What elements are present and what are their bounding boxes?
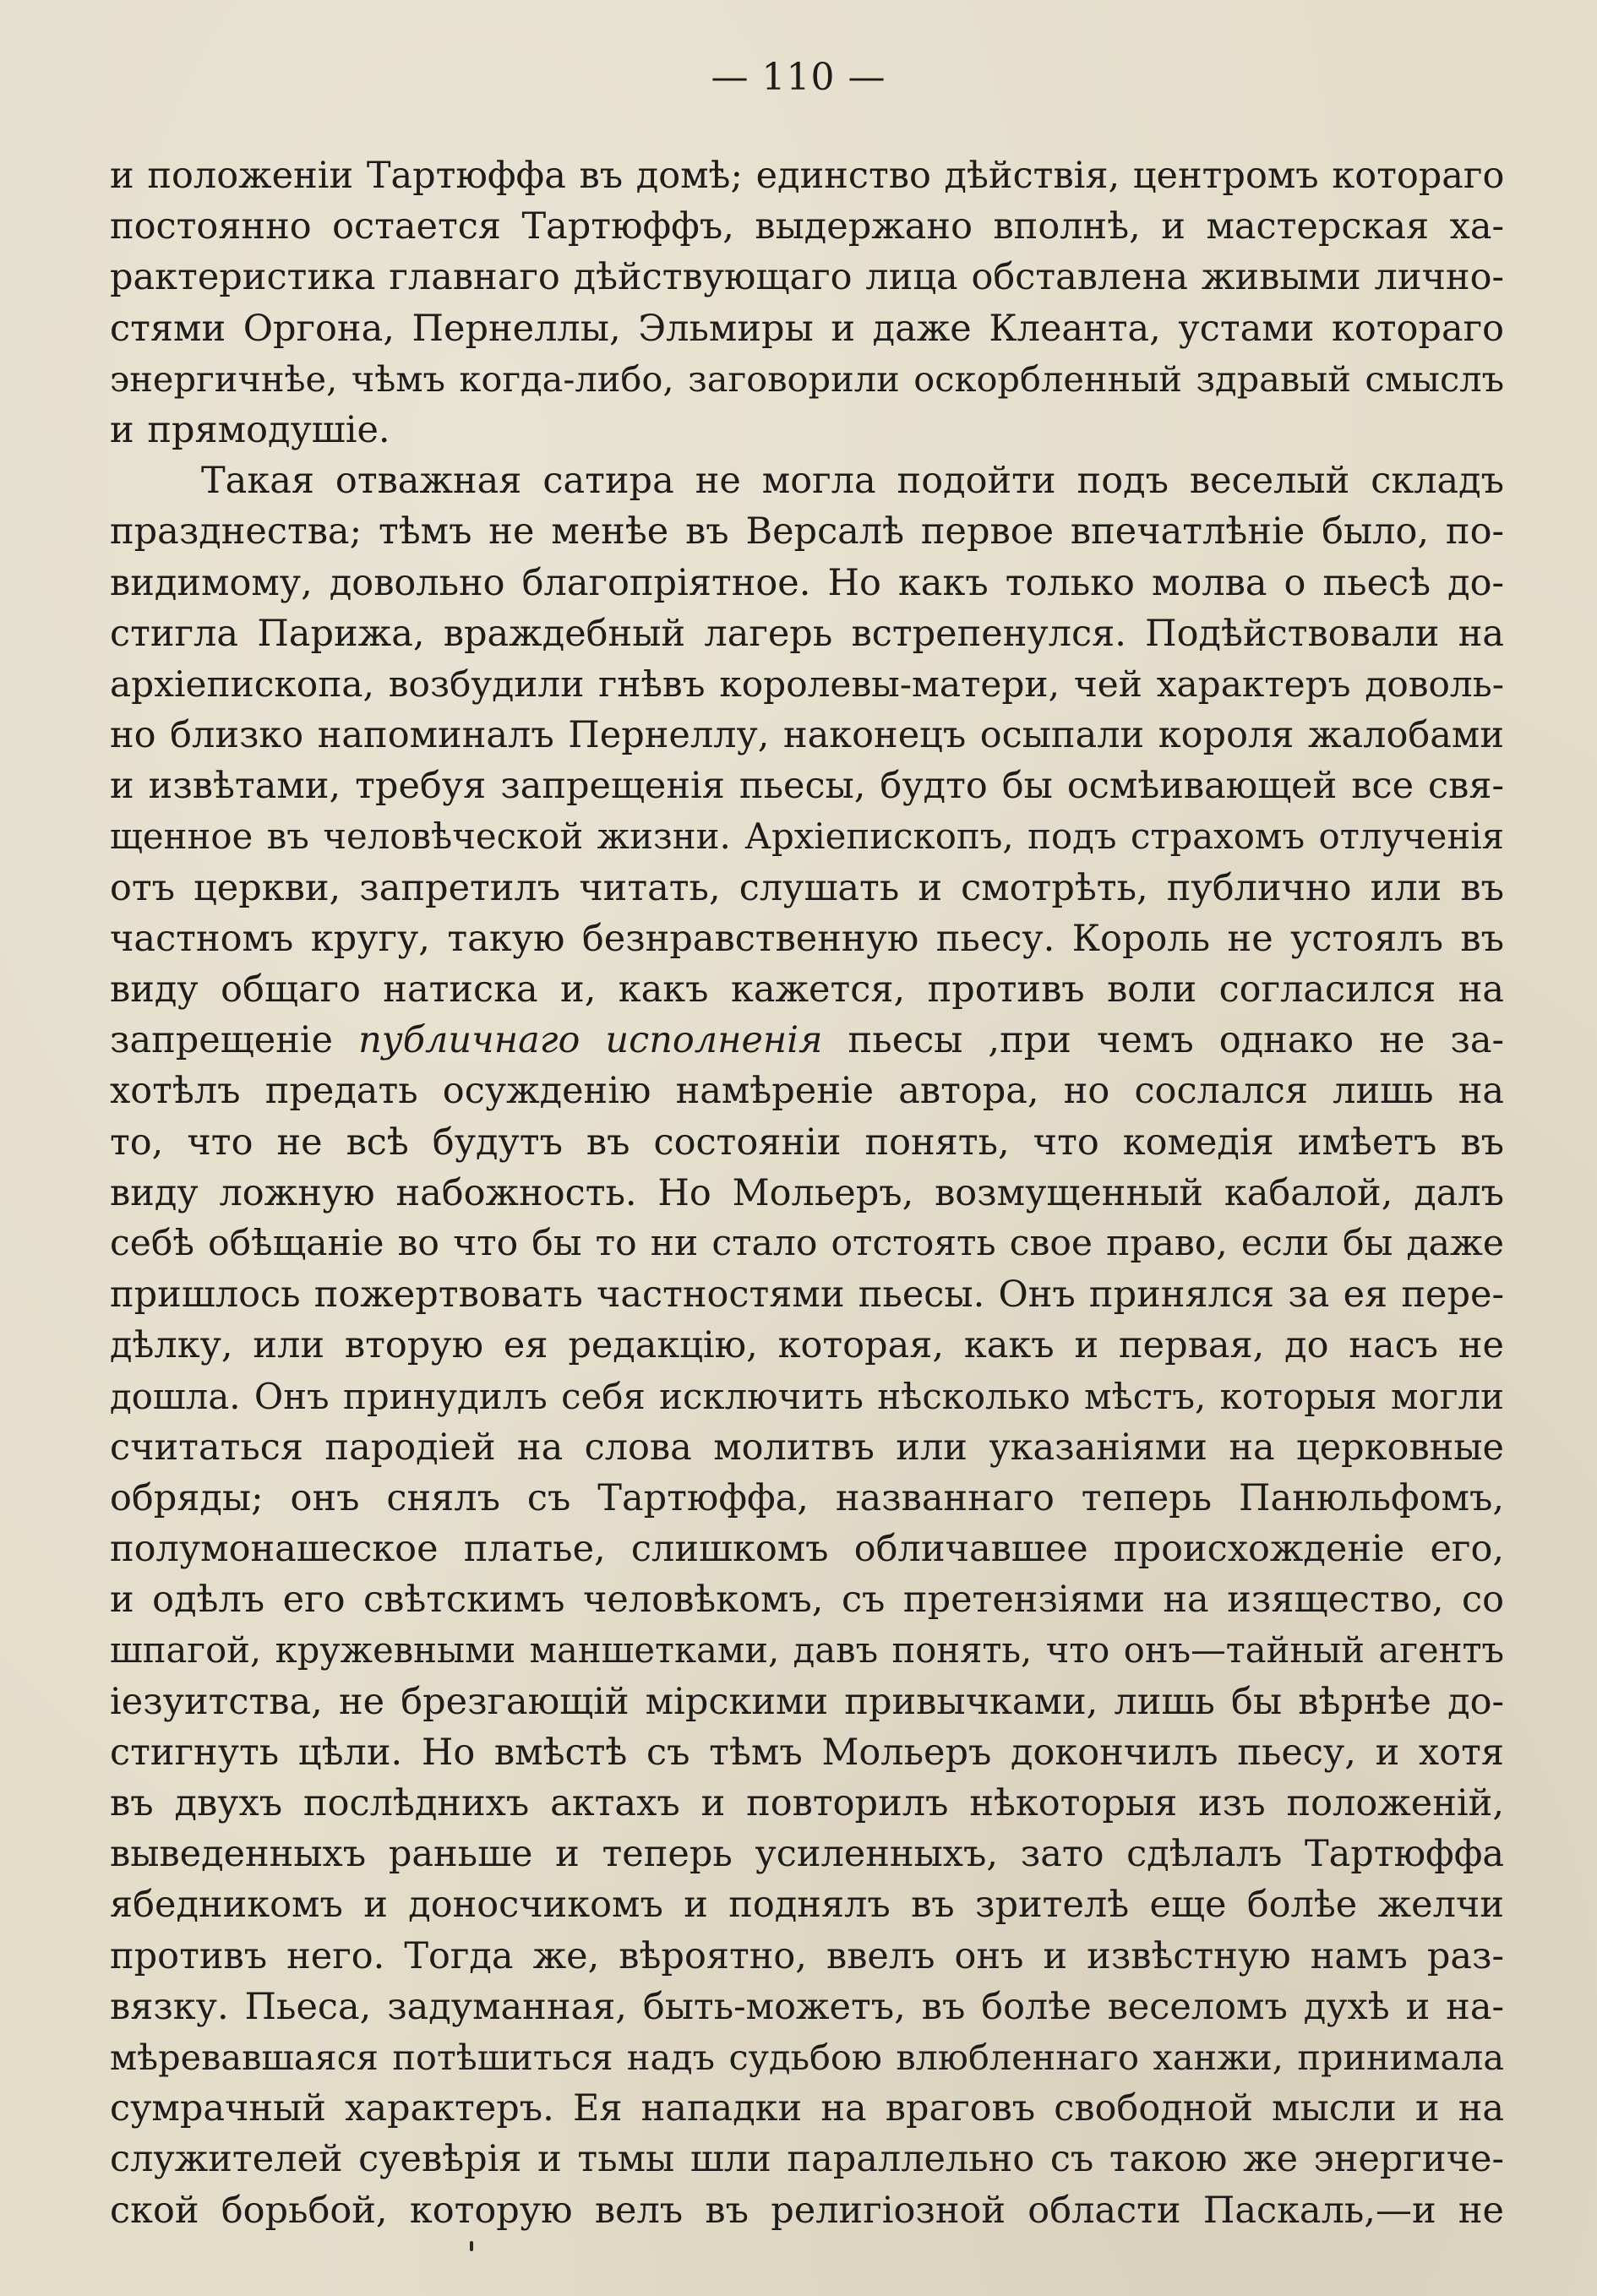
text-line: хотѣлъ предать осужденiю намѣренiе автора, но сослался лишь на <box>110 1070 1504 1113</box>
text-line: вязку. Пьеса, задуманная, быть-можетъ, въ болѣе веселомъ духѣ и на- <box>110 1985 1504 2028</box>
italic-phrase: публичнаго исполненiя <box>358 1019 823 1062</box>
text-line: рактеристика главнаго дѣйствующаго лица обставлена живыми лично- <box>110 256 1504 299</box>
text-line: отъ церкви, запретилъ читать, слушать и смотрѣть, публично или въ <box>110 866 1504 909</box>
text-line: мѣревавшаяся потѣшиться надъ судьбою влюбленнаго ханжи, принимала <box>110 2037 1504 2078</box>
text-line: празднества; тѣмъ не менѣе въ Версалѣ первое впечатлѣнiе было, по- <box>110 510 1504 554</box>
text-line: выведенныхъ раньше и теперь усиленныхъ, зато сдѣлалъ Тартюффа <box>110 1833 1504 1876</box>
text-line: стигла Парижа, враждебный лагерь встрепенулся. Подѣйствовали на <box>110 612 1504 655</box>
text-line: служителей суевѣрiя и тьмы шли параллельно съ такою же энергиче- <box>110 2138 1504 2181</box>
body-text <box>110 150 1504 2236</box>
page-number: — 110 — <box>711 56 886 99</box>
text-segment: запрещенiе <box>110 1019 334 1062</box>
text-line: и прямодушiе. <box>110 408 390 451</box>
text-line: дѣлку, или вторую ея редакцiю, которая, какъ и первая, до насъ не <box>110 1324 1504 1367</box>
text-line: Такая отважная сатира не могла подойти подъ веселый складъ <box>201 460 1504 503</box>
text-line: частномъ кругу, такую безнравственную пьесу. Король не устоялъ въ <box>110 917 1504 960</box>
text-line: но близко напоминалъ Пернеллу, наконецъ осыпали короля жалобами <box>110 714 1504 757</box>
text-line: то, что не всѣ будутъ въ состоянiи понять, что комедiя имѣетъ въ <box>110 1121 1504 1164</box>
text-line: стигнуть цѣли. Но вмѣстѣ съ тѣмъ Мольеръ докончилъ пьесу, и хотя <box>110 1731 1504 1774</box>
text-line: виду ложную набожность. Но Мольеръ, возмущенный кабалой, далъ <box>110 1171 1504 1214</box>
text-line: постоянно остается Тартюффъ, выдержано вполнѣ, и мастерская ха- <box>110 205 1504 248</box>
text-line: дошла. Онъ принудилъ себя исключить нѣсколько мѣстъ, которыя могли <box>110 1375 1504 1417</box>
text-line: полумонашеское платье, слишкомъ обличавшее происхожденiе его, <box>110 1528 1504 1571</box>
ink-speck <box>470 2241 473 2251</box>
text-line: считаться пародiей на слова молитвъ или указанiями на церковные <box>110 1426 1504 1469</box>
text-line: сумрачный характеръ. Ея нападки на враговъ свободной мысли и на <box>110 2087 1504 2130</box>
text-line: противъ него. Тогда же, вѣроятно, ввелъ онъ и извѣстную намъ раз- <box>110 1934 1504 1977</box>
text-line: энергичнѣе, чѣмъ когда-либо, заговорили оскорбленный здравый смыслъ <box>110 357 1504 400</box>
text-line: ябедникомъ и доносчикомъ и поднялъ въ зрителѣ еще болѣе желчи <box>110 1884 1504 1927</box>
text-line: iезуитства, не брезгающiй мiрскими привычками, лишь бы вѣрнѣе до- <box>110 1680 1504 1723</box>
text-line: видимому, довольно благопрiятное. Но какъ только молва о пьесѣ до- <box>110 561 1504 604</box>
text-line: и положенiи Тартюффа въ домѣ; единство дѣйствiя, центромъ котораго <box>110 155 1505 197</box>
text-line: и одѣлъ его свѣтскимъ человѣкомъ, съ претензiями на изящество, со <box>110 1579 1504 1622</box>
text-line: пришлось пожертвовать частностями пьесы. Онъ принялся за ея пере- <box>110 1273 1504 1317</box>
text-line: себѣ обѣщанiе во что бы то ни стало отстоять свое право, если бы даже <box>110 1222 1504 1264</box>
text-line: архiепископа, возбудили гнѣвъ королевы-матери, чей характеръ доволь- <box>110 663 1504 705</box>
text-line: и извѣтами, требуя запрещенiя пьесы, будто бы осмѣивающей все свя- <box>110 765 1504 808</box>
text-line: щенное въ человѣческой жизни. Архiепископъ, подъ страхомъ отлученiя <box>110 815 1504 858</box>
text-line: ской борьбой, которую велъ въ религiозной области Паскаль,—и не <box>110 2189 1504 2232</box>
text-line: стями Оргона, Пернеллы, Эльмиры и даже Клеанта, устами котораго <box>110 307 1504 350</box>
text-line: шпагой, кружевными маншетками, давъ понять, что онъ—тайный агентъ <box>110 1629 1504 1672</box>
text-line: виду общаго натиска и, какъ кажется, противъ воли согласился на <box>110 968 1504 1011</box>
text-line: обряды; онъ снялъ съ Тартюффа, названнаго теперь Панюльфомъ, <box>110 1476 1504 1519</box>
text-line: въ двухъ послѣднихъ актахъ и повторилъ нѣкоторыя изъ положенiй, <box>110 1782 1504 1824</box>
text-segment: пьесы ,при чемъ однако не за- <box>848 1019 1504 1062</box>
text-line <box>110 1015 1504 1066</box>
